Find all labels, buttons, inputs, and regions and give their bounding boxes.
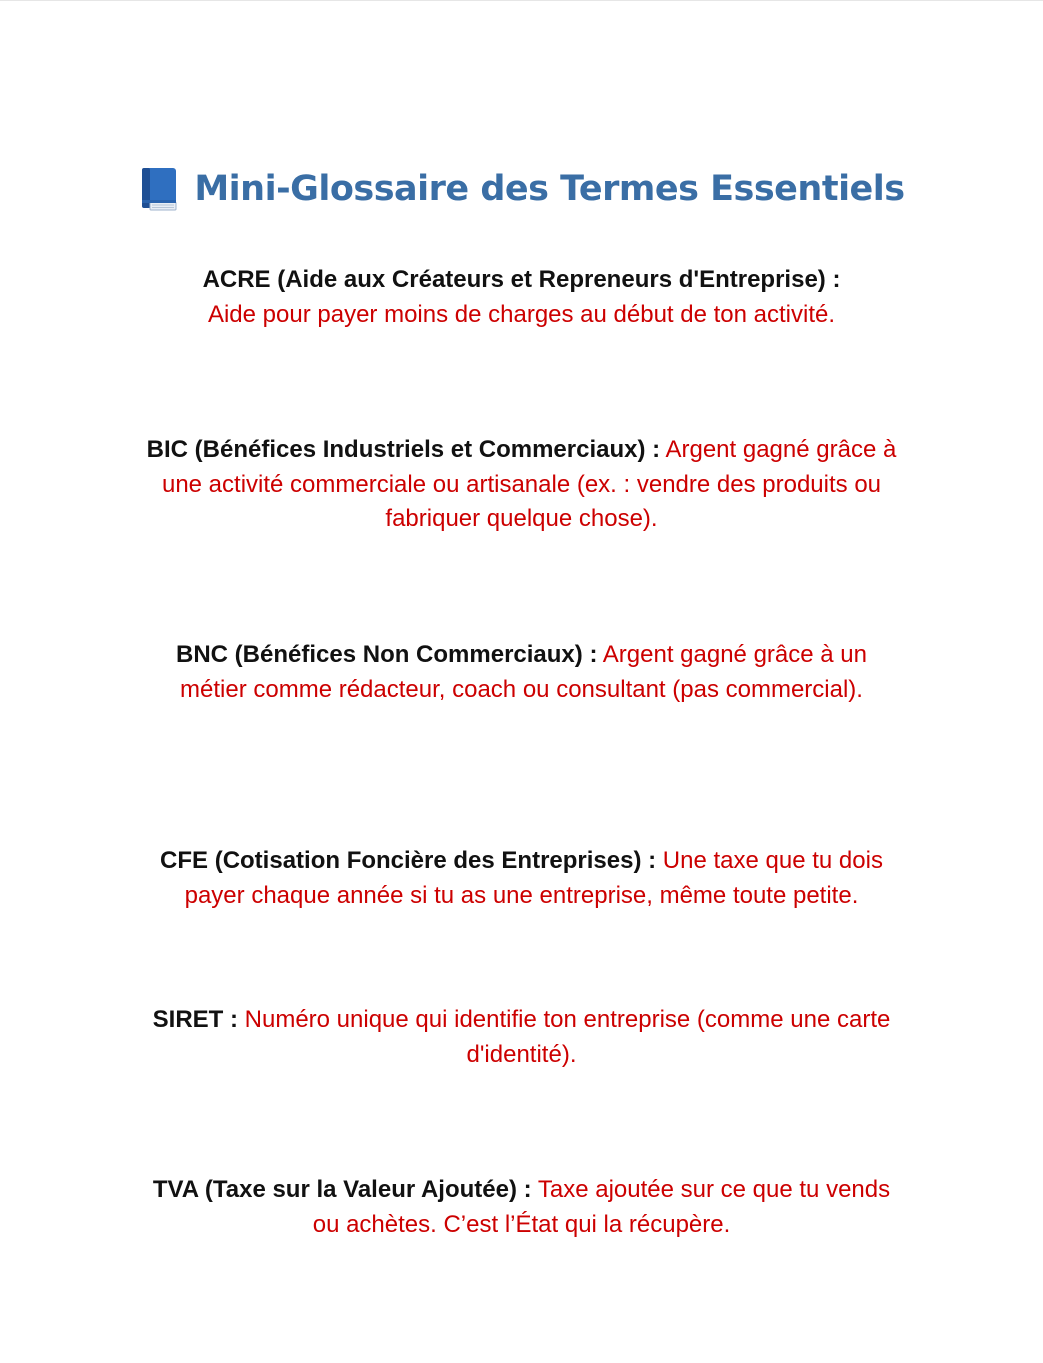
glossary-entry-bic <box>140 433 903 537</box>
glossary-definition: Taxe ajoutée sur ce que tu vends ou achètes. C’est l’État qui la récupère. <box>312 1176 891 1238</box>
glossary-definition: Numéro unique qui identifie ton entreprise (comme une carte d'identité). <box>244 1006 891 1068</box>
glossary-term: SIRET : <box>152 1006 238 1033</box>
glossary-definition: Aide pour payer moins de charges au début de ton activité. <box>207 300 836 328</box>
glossary-entry-cfe <box>140 844 903 913</box>
blue-book-icon <box>138 166 180 212</box>
glossary-entry-tva <box>140 1173 903 1242</box>
glossary-term: BIC (Bénéfices Industriels et Commerciaux) : <box>146 436 661 463</box>
glossary-entry-acre <box>140 263 903 332</box>
title-row <box>0 161 1043 217</box>
glossary-definition: Argent gagné grâce à un métier comme rédacteur, coach ou consultant (pas commercial). <box>180 641 867 703</box>
glossary-term: ACRE (Aide aux Créateurs et Repreneurs d'Entreprise) : <box>202 266 841 293</box>
glossary-definition: Argent gagné grâce à une activité commerciale ou artisanale (ex. : vendre des produits ou fabriquer quelque chose). <box>161 436 897 532</box>
glossary-entry-siret <box>140 1003 903 1072</box>
glossary-entry-bnc <box>140 638 903 707</box>
page-title: Mini-Glossaire des Termes Essentiels <box>194 169 905 209</box>
glossary-term: CFE (Cotisation Foncière des Entreprises) : <box>160 847 657 874</box>
glossary-term: TVA (Taxe sur la Valeur Ajoutée) : <box>152 1176 532 1203</box>
glossary-definition: Une taxe que tu dois payer chaque année si tu as une entreprise, même toute petite. <box>184 847 883 909</box>
glossary-term: BNC (Bénéfices Non Commerciaux) : <box>176 641 598 668</box>
